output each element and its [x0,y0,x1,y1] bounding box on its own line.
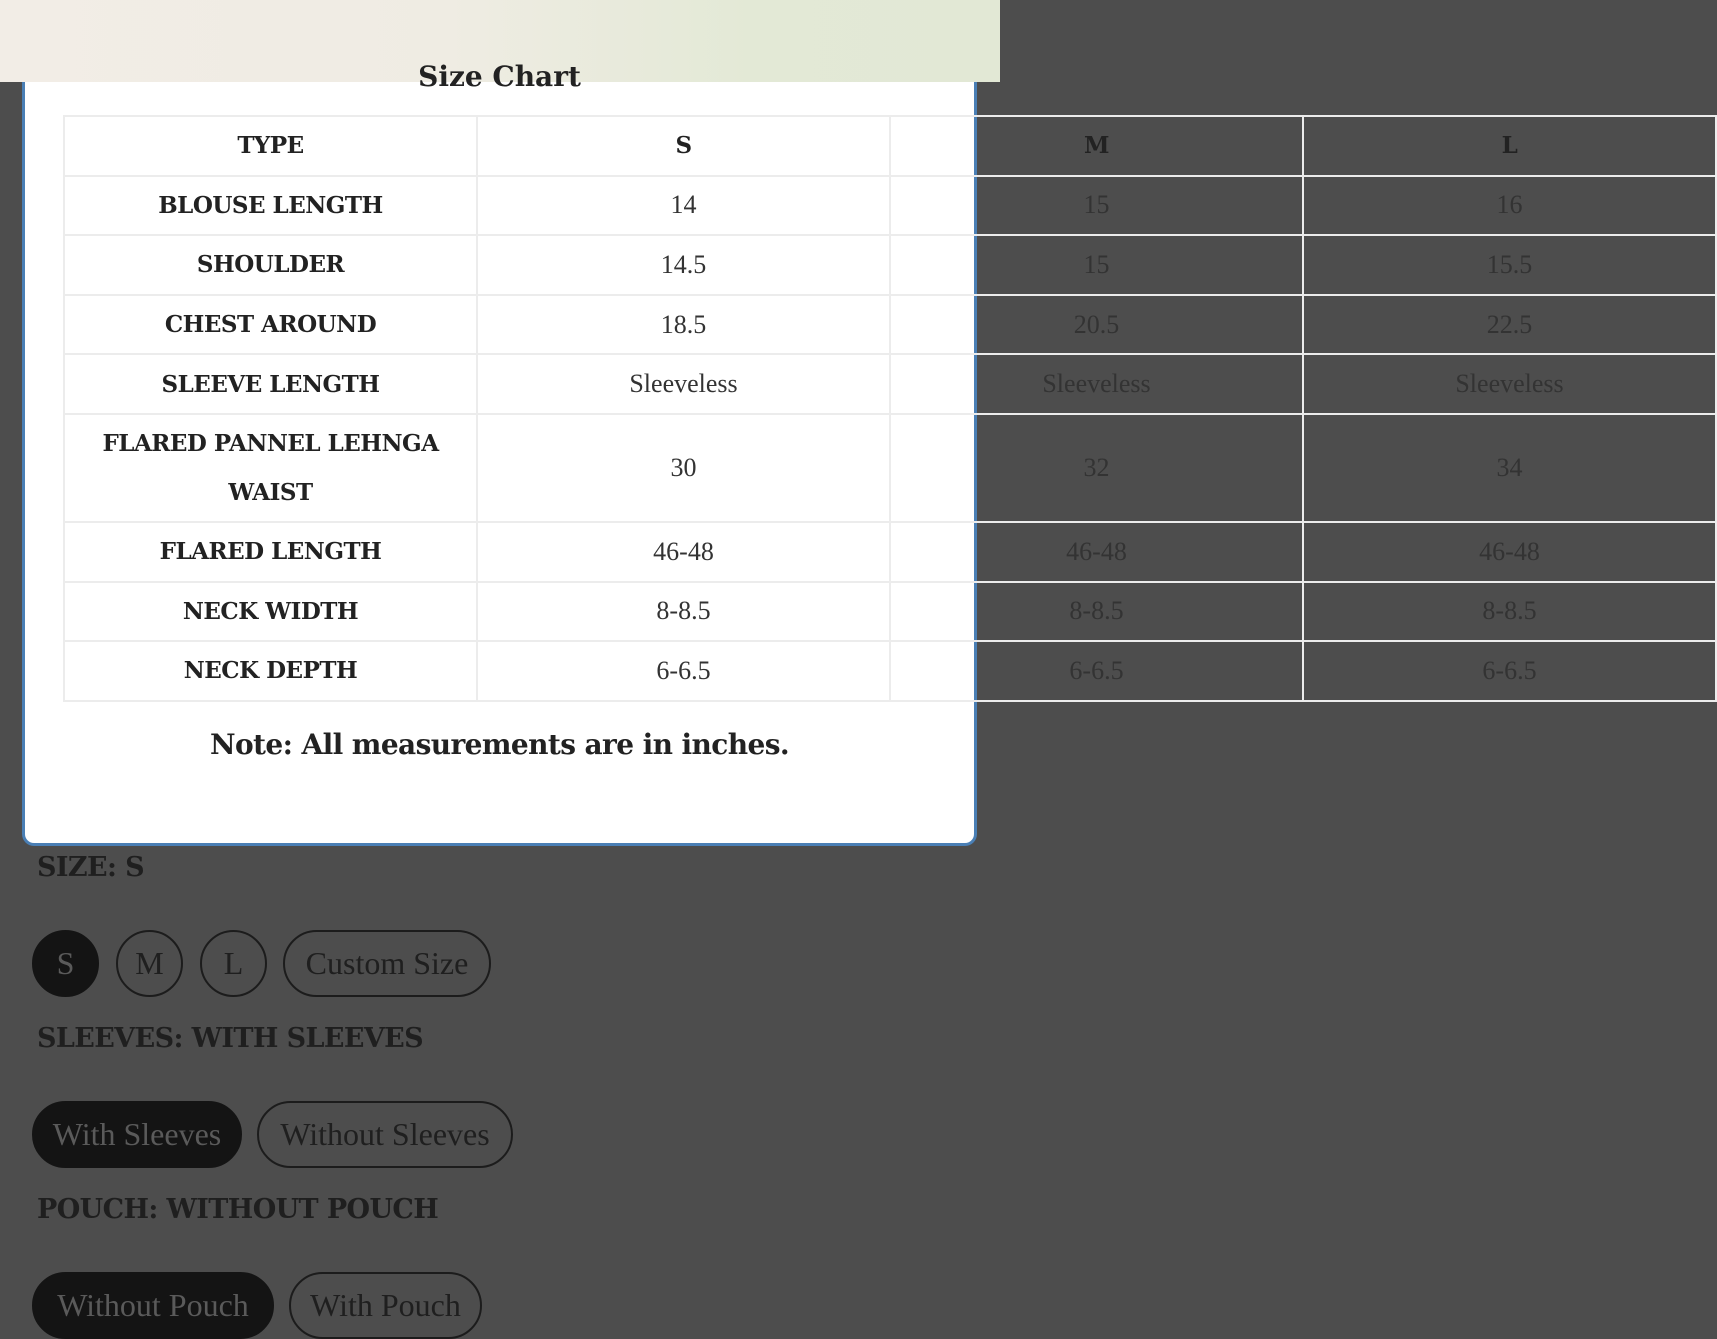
sleeves-option-label: SLEEVES: WITH SLEEVES [37,1023,424,1054]
cell-value: 6-6.5 [1303,641,1716,701]
cell-value: 46-48 [1303,522,1716,582]
row-label: SLEEVE LENGTH [64,354,477,414]
sleeves-option-without[interactable]: Without Sleeves [257,1101,513,1168]
column-header-type: TYPE [64,116,477,176]
size-option-label: SIZE: S [37,852,145,883]
cell-value: 15.5 [1303,235,1716,295]
cell-value: 15 [890,235,1303,295]
size-option-s[interactable]: S [32,930,99,997]
table-row [64,176,1716,236]
cell-value: 14.5 [477,235,890,295]
column-header-s: S [477,116,890,176]
cell-value: Sleeveless [1303,354,1716,414]
table-row [64,414,1716,522]
cell-value: 6-6.5 [477,641,890,701]
modal-title: Size Chart [418,60,581,93]
cell-value: 34 [1303,414,1716,522]
pouch-option-without[interactable]: Without Pouch [32,1272,274,1339]
cell-value: 46-48 [890,522,1303,582]
row-label: SHOULDER [64,235,477,295]
cell-value: 20.5 [890,295,1303,355]
row-label: BLOUSE LENGTH [64,176,477,236]
cell-value: 30 [477,414,890,522]
table-row [64,354,1716,414]
cell-value: 8-8.5 [1303,582,1716,642]
cell-value: 46-48 [477,522,890,582]
pouch-option-with[interactable]: With Pouch [289,1272,482,1339]
row-label: NECK DEPTH [64,641,477,701]
row-label: FLARED LENGTH [64,522,477,582]
pouch-option-label: POUCH: WITHOUT POUCH [37,1194,439,1225]
table-row [64,235,1716,295]
row-label: NECK WIDTH [64,582,477,642]
size-option-l[interactable]: L [200,930,267,997]
table-header-row [64,116,1716,176]
cell-value: 14 [477,176,890,236]
table-row [64,582,1716,642]
size-chart-table [63,115,1717,702]
sleeves-option-with[interactable]: With Sleeves [32,1101,242,1168]
cell-value: Sleeveless [890,354,1303,414]
row-label: CHEST AROUND [64,295,477,355]
cell-value: 22.5 [1303,295,1716,355]
cell-value: 18.5 [477,295,890,355]
cell-value: Sleeveless [477,354,890,414]
size-option-custom[interactable]: Custom Size [283,930,491,997]
measurement-note: Note: All measurements are in inches. [209,728,790,761]
cell-value: 8-8.5 [890,582,1303,642]
cell-value: 16 [1303,176,1716,236]
table-row [64,295,1716,355]
cell-value: 32 [890,414,1303,522]
column-header-l: L [1303,116,1716,176]
column-header-m: M [890,116,1303,176]
size-option-m[interactable]: M [116,930,183,997]
table-row [64,641,1716,701]
row-label: FLARED PANNEL LEHNGA WAIST [64,414,477,522]
cell-value: 6-6.5 [890,641,1303,701]
cell-value: 8-8.5 [477,582,890,642]
size-chart-modal [22,60,1564,846]
table-row [64,522,1716,582]
cell-value: 15 [890,176,1303,236]
